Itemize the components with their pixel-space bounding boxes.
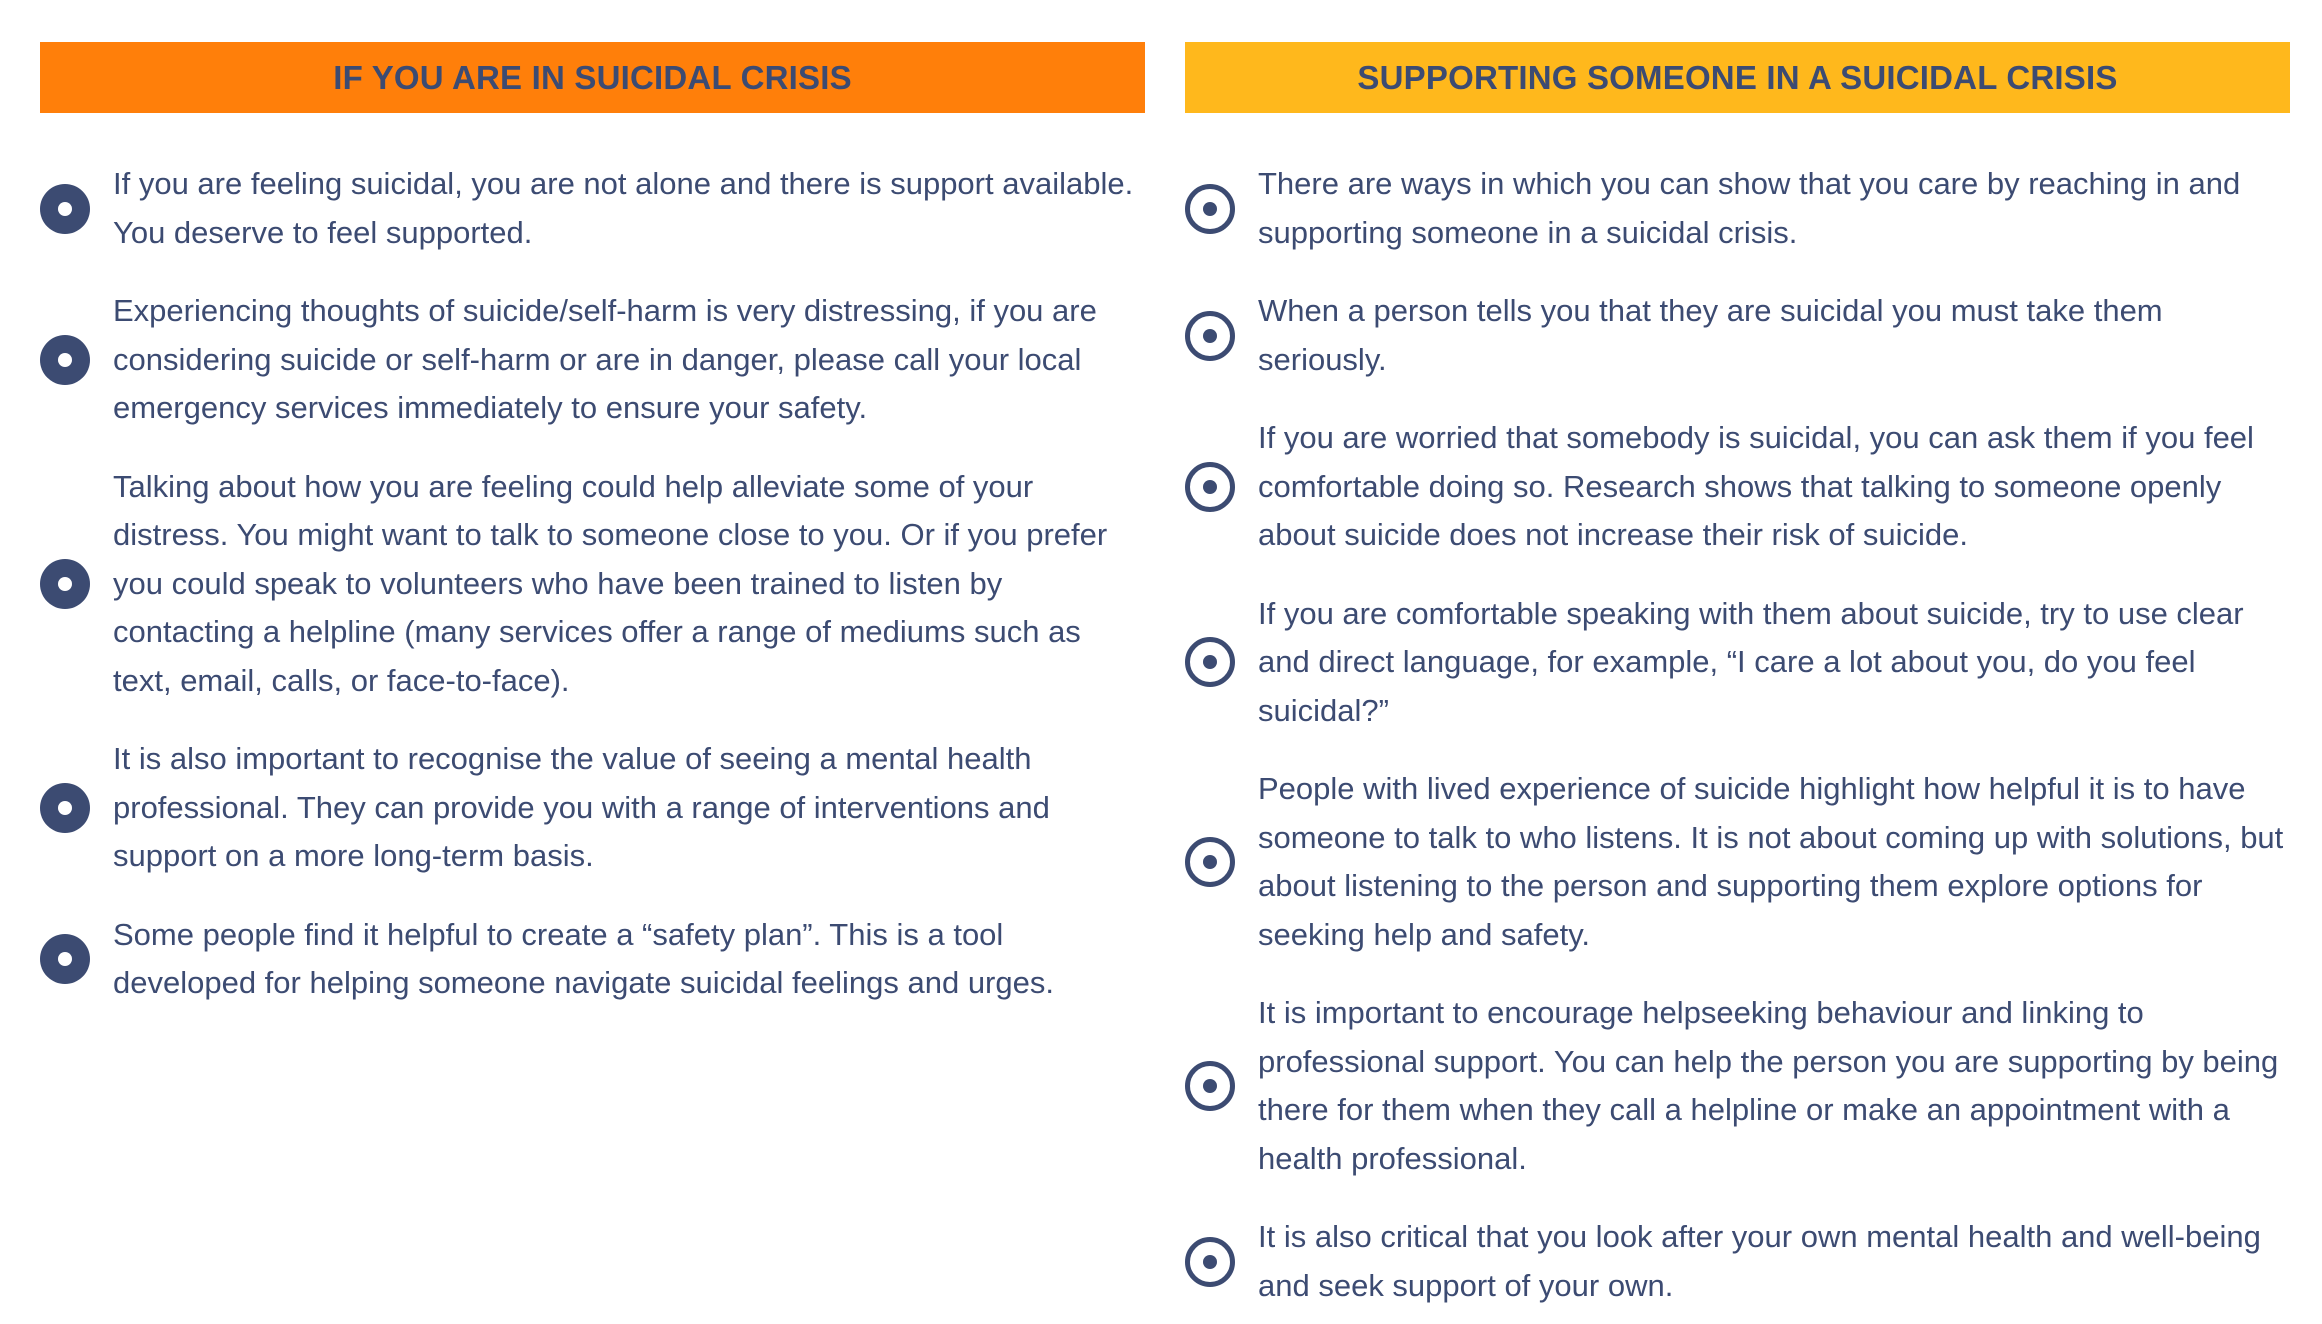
list-item xyxy=(40,735,1145,881)
list-item xyxy=(1185,590,2290,736)
list-item xyxy=(1185,414,2290,560)
bullet-list xyxy=(40,160,1145,1008)
column-header-suicidal-crisis xyxy=(40,42,1145,113)
ring-dot-icon xyxy=(1185,1237,1235,1287)
list-item xyxy=(40,160,1145,257)
list-item xyxy=(1185,1213,2290,1310)
filled-circle-dot-icon xyxy=(40,335,90,385)
column-supporting-someone xyxy=(1185,42,2290,1310)
ring-dot-icon xyxy=(1185,837,1235,887)
list-item-text: It is important to encourage helpseeking behaviour and linking to professional support. You can help the person you are supporting by being there for them when they call a helpline or make an appointment with a health professional. xyxy=(1258,995,2279,1176)
ring-dot-icon xyxy=(1185,184,1235,234)
list-item-text: Talking about how you are feeling could help alleviate some of your distress. You might want to talk to someone close to you. Or if you prefer you could speak to volunteers who have been trained to listen by contacting a helpline (many services offer a range of mediums such as text, email, calls, or face-to-face). xyxy=(113,468,1108,698)
filled-circle-dot-icon xyxy=(40,559,90,609)
list-item xyxy=(1185,287,2290,384)
list-item-text: When a person tells you that they are suicidal you must take them seriously. xyxy=(1258,293,2163,377)
list-item-text: Experiencing thoughts of suicide/self-harm is very distressing, if you are considering suicide or self-harm or are in danger, please call your local emergency services immediately to ensure your safety. xyxy=(113,293,1097,425)
list-item-text: If you are feeling suicidal, you are not alone and there is support available. You deserve to feel supported. xyxy=(113,166,1134,250)
list-item xyxy=(1185,160,2290,257)
filled-circle-dot-icon xyxy=(40,184,90,234)
list-item xyxy=(40,463,1145,706)
list-item-text: There are ways in which you can show that you care by reaching in and supporting someone in a suicidal crisis. xyxy=(1258,166,2241,250)
list-item-text: It is also important to recognise the value of seeing a mental health professional. They can provide you with a range of interventions and support on a more long-term basis. xyxy=(113,741,1050,873)
ring-dot-icon xyxy=(1185,637,1235,687)
filled-circle-dot-icon xyxy=(40,934,90,984)
list-item-text: Some people find it helpful to create a “safety plan”. This is a tool developed for helping someone navigate suicidal feelings and urges. xyxy=(113,916,1054,1000)
filled-circle-dot-icon xyxy=(40,783,90,833)
ring-dot-icon xyxy=(1185,462,1235,512)
ring-dot-icon xyxy=(1185,1061,1235,1111)
bullet-list xyxy=(1185,160,2290,1310)
list-item-text: It is also critical that you look after your own mental health and well-being and seek support of your own. xyxy=(1258,1219,2261,1303)
list-item xyxy=(40,911,1145,1008)
list-item-text: If you are worried that somebody is suicidal, you can ask them if you feel comfortable doing so. Research shows that talking to someone openly about suicide does not increase their risk of suicide. xyxy=(1258,420,2254,552)
list-item xyxy=(1185,765,2290,959)
column-title: SUPPORTING SOMEONE IN A SUICIDAL CRISIS xyxy=(1357,58,2118,96)
list-item xyxy=(1185,989,2290,1183)
list-item-text: People with lived experience of suicide highlight how helpful it is to have someone to talk to who listens. It is not about coming up with solutions, but about listening to the person and supporting them explore options for seeking help and safety. xyxy=(1258,771,2284,952)
list-item-text: If you are comfortable speaking with them about suicide, try to use clear and direct language, for example, “I care a lot about you, do you feel suicidal?” xyxy=(1258,595,2244,728)
list-item xyxy=(40,287,1145,433)
column-suicidal-crisis xyxy=(40,42,1145,1008)
column-header-supporting-someone xyxy=(1185,42,2290,113)
column-title: IF YOU ARE IN SUICIDAL CRISIS xyxy=(333,58,852,96)
ring-dot-icon xyxy=(1185,311,1235,361)
